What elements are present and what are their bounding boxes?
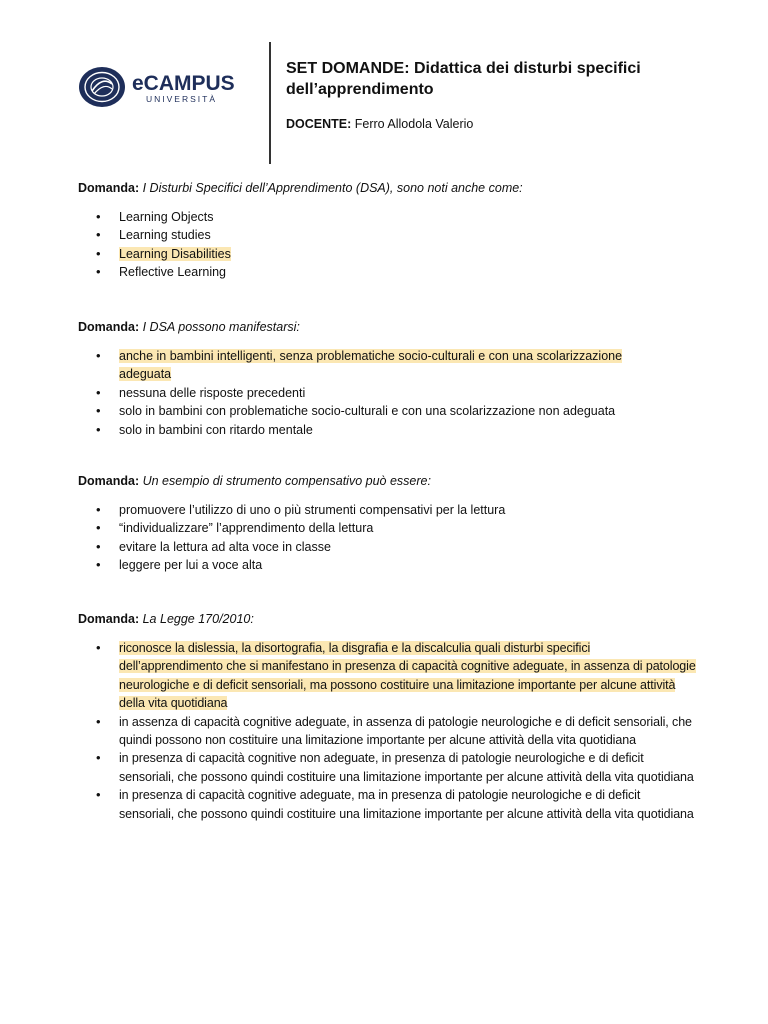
logo-brand: eCAMPUS <box>132 72 235 95</box>
answer-item: • in assenza di capacità cognitive adeguate, in assenza di patologie neurologiche e di deficit sensoriali, che quindi possono non costituire una limitazione importante per alcune attività della vita quotidiana <box>96 713 696 750</box>
docente-name: Ferro Allodola Valerio <box>354 117 474 131</box>
logo-sub: UNIVERSITÀ <box>146 94 218 104</box>
answer-item: • in presenza di capacità cognitive adeguate, ma in presenza di patologie neurologiche e di deficit sensoriali, che possono quindi costituire una limitazione importante per alcune attività della vita quotidiana <box>96 786 696 823</box>
answer-item: • leggere per lui a voce alta <box>96 556 696 574</box>
answer-item: • solo in bambini con problematiche socio-culturali e con una scolarizzazione non adeguata <box>96 402 656 420</box>
answer-list-2 <box>96 347 656 439</box>
answer-item: • solo in bambini con ritardo mentale <box>96 421 656 439</box>
question-label: Domanda: <box>78 181 140 195</box>
question-2 <box>78 320 300 334</box>
answer-list-3 <box>96 501 696 575</box>
answer-item: • evitare la lettura ad alta voce in classe <box>96 538 696 556</box>
question-text: I DSA possono manifestarsi: <box>142 320 300 334</box>
page-title: SET DOMANDE: Didattica dei disturbi specifici dell’apprendimento <box>286 60 641 98</box>
ecampus-logo <box>78 66 258 108</box>
question-label: Domanda: <box>78 612 140 626</box>
question-4 <box>78 612 254 626</box>
answer-item-highlighted: • anche in bambini intelligenti, senza problematiche socio-culturali e con una scolarizzazione adeguata <box>96 347 656 384</box>
docente-label: DOCENTE: <box>286 117 352 131</box>
question-label: Domanda: <box>78 474 140 488</box>
question-3 <box>78 474 431 488</box>
question-1 <box>78 181 523 195</box>
answer-list-4 <box>96 639 696 823</box>
answer-list-1 <box>96 208 696 282</box>
answer-item: • in presenza di capacità cognitive non adeguate, in presenza di patologie neurologiche e di deficit sensoriali, che possono quindi costituire una limitazione importante per alcune attività della vita quotidiana <box>96 749 696 786</box>
answer-item: • nessuna delle risposte precedenti <box>96 384 656 402</box>
answer-item: • promuovere l’utilizzo di uno o più strumenti compensativi per la lettura <box>96 501 696 519</box>
answer-item-highlighted: • Learning Disabilities <box>96 245 696 263</box>
header-divider <box>269 42 271 164</box>
answer-item: • Reflective Learning <box>96 263 696 281</box>
answer-item: • “individualizzare” l’apprendimento della lettura <box>96 519 696 537</box>
question-label: Domanda: <box>78 320 140 334</box>
answer-item: • Learning Objects <box>96 208 696 226</box>
question-text: Un esempio di strumento compensativo può essere: <box>142 474 431 488</box>
answer-item: • Learning studies <box>96 226 696 244</box>
answer-item-highlighted: • riconosce la dislessia, la disortografia, la disgrafia e la discalculia quali disturbi specifici dell’apprendimento che si manifestano in presenza di capacità cognitive adeguate, in assenza di patologie neurologiche e di deficit sensoriali, ma possono costituire una limitazione importante per alcune attività della vita quotidiana <box>96 639 696 713</box>
logo-seal-icon <box>79 67 125 107</box>
question-text: La Legge 170/2010: <box>142 612 254 626</box>
docente-line <box>286 117 473 131</box>
question-text: I Disturbi Specifici dell’Apprendimento (DSA), sono noti anche come: <box>142 181 523 195</box>
